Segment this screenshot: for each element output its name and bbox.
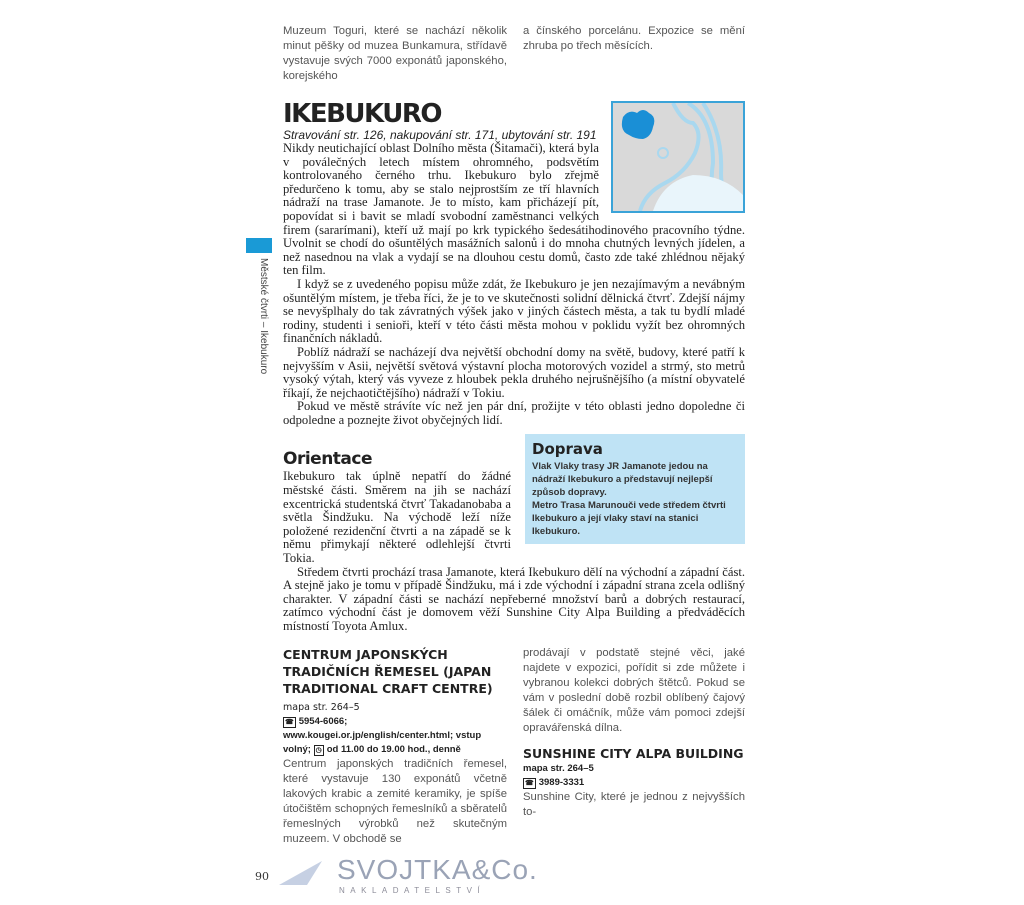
craft-centre-entry	[283, 646, 507, 847]
page-footer	[255, 855, 745, 899]
section-title: IKEBUKURO	[283, 99, 441, 129]
publisher-logo	[277, 853, 538, 899]
phone-icon: ☎	[285, 718, 294, 726]
top-text-left: Muzeum Toguri, které se nachází několik minut pěšky od muzea Bunkamura, střídavě vystavuje svých 7000 exponátů japonského, korejského	[283, 25, 507, 82]
paragraph: Poblíž nádraží se nacházejí dva největší obchodní domy na světě, budovy, které patří k nejvyšším v Asii, největší světová výstavní plocha motorových vozidel a strmý, sto metrů vysoký výtah, který vás vyveze z hloubek pekla druhého nejrušnějšího (a místní obyvatelé říkají, že nejchaotičtějšího) nádraží v Tokiu.	[283, 344, 745, 400]
contact-info: 5954-6066; www.kougei.or.jp/english/center.html; vstup volný;	[283, 715, 482, 755]
orientation-heading: Orientace	[283, 449, 372, 470]
entry-title: CENTRUM JAPONSKÝCH TRADIČNÍCH ŘEMESEL (JAPAN TRADITIONAL CRAFT CENTRE)	[283, 646, 493, 696]
top-text-right: a čínského porcelánu. Expozice se mění zhruba po třech měsících.	[523, 25, 745, 52]
phone-number: 3989-3331	[538, 776, 585, 788]
paragraph: Pokud ve městě strávíte víc než jen pár dní, prožijte v této oblasti jedno dopoledne či odpoledne a poznejte život obyčejných lidí.	[283, 399, 745, 427]
paragraph: I když se z uvedeného popisu může zdát, že Ikebukuro je jen nezajímavým a nevábným ošuntělým místem, je třeba říci, že je to ve skutečnosti solidní dělnická čtvrť. Zdejší nájmy se nevyšplhaly do tak závratných výšek jako v jiných částech města, a tak tu bydlí mladé rodiny, studenti i senioři, kteří v této části města mohou v poklidu vyžít bez ohromných finančních nákladů.	[283, 276, 745, 346]
paragraph: Nikdy neutichající oblast Dolního města (Šitamači), která byla v poválečných letech místem ohromného, podsvětím kontrolovaného černého trhu. Ikebukuro bylo zřejmě předurčeno k tomu, aby se stalo nejprostším ze tří hlavních nádraží na trase Jamanote. Je to místo, kam přicházejí pít, popovídat si i bavit se mladí svobodní zaměstnanci velkých firem (sararímani), kteří už mají po krk typického šedesátihodinového pracovního týdne. Uvolnit se chodí do ošuntělých masážních salonů i do mnoha chutných levných jídelen, a než nasednou na vlak a vydají se na dlouhou cestu domů, často zde také zhlédnou nějaký ten film.	[283, 141, 745, 278]
top-continuation	[283, 24, 745, 84]
phone-icon: ☎	[525, 779, 534, 787]
paragraph: Ikebukuro tak úplně nepatří do žádné městské části. Směrem na jih se nachází excentrická studentská čtvrť Takadanobaba a světla Šindžuku. Na východě leží níže položené rezidenční čtvrti a na západě se k němu přimykají některé odlehlejší čtvrti Tokia.	[283, 469, 511, 566]
listings	[283, 646, 745, 847]
transport-title: Doprava	[532, 440, 603, 459]
section-subtitle: Stravování str. 126, nakupování str. 171, ubytování str. 191	[283, 128, 597, 142]
main-content	[283, 99, 745, 634]
side-running-head: Městské čtvrti – Ikebukuro	[258, 258, 269, 375]
transport-box	[525, 434, 745, 544]
entry-title: SUNSHINE CITY ALPA BUILDING	[523, 745, 744, 761]
location-map	[611, 101, 745, 213]
opening-hours: od 11.00 do 19.00 hod., denně	[326, 743, 461, 755]
entry-text-continued: prodávají v podstatě stejné věci, jaké najdete v expozici, pořídit si zde můžete i vybranou kolekci dobrých štětců. Pokud se vám v poslední době rozbil oblíbený čajový šálek či omáčník, může vám pomoci zdejší opravářenská dílna.	[523, 646, 745, 734]
clock-icon: ◷	[315, 746, 322, 754]
transport-item: Metro Trasa Marunouči vede středem čtvrti Ikebukuro a její vlaky staví na stanici Ikebukuro.	[532, 500, 726, 538]
page-number: 90	[255, 870, 269, 884]
logo-subtitle: NAKLADATELSTVÍ	[339, 885, 486, 895]
logo-swoosh-icon	[277, 855, 337, 895]
transport-item: Vlak Vlaky trasy JR Jamanote jedou na nádraží Ikebukuro a představují nejlepší způsob dopravy.	[532, 461, 713, 499]
entry-text: Sunshine City, které je jednou z nejvyšších to-	[523, 790, 745, 818]
logo-name: SVOJTKA&Co.	[337, 853, 538, 885]
entry-text: Centrum japonských tradičních řemesel, které vystavuje 130 exponátů včetně lakových krabic a zemité keramiky, je spíše útočištěm schopných řemeslníků a sběratelů řemeslných výrobků než skutečným muzeem. V obchodě se	[283, 757, 507, 845]
map-ref: mapa str. 264–5	[283, 701, 360, 713]
section-tab-marker	[246, 238, 272, 253]
map-ref: mapa str. 264–5	[523, 762, 594, 774]
paragraph: Středem čtvrti prochází trasa Jamanote, která Ikebukuro dělí na východní a západní část. A stejně jako je tomu v případě Šindžuku, má i zde východní i západní strana zcela odlišný charakter. V západní části se nachází nepřeberné množství barů a dobrých restaurací, zatímco východní část je domovem věží Sunshine City Alpa Building a předváděcích místností Toyota Amlux.	[283, 564, 745, 633]
right-column	[523, 646, 745, 847]
